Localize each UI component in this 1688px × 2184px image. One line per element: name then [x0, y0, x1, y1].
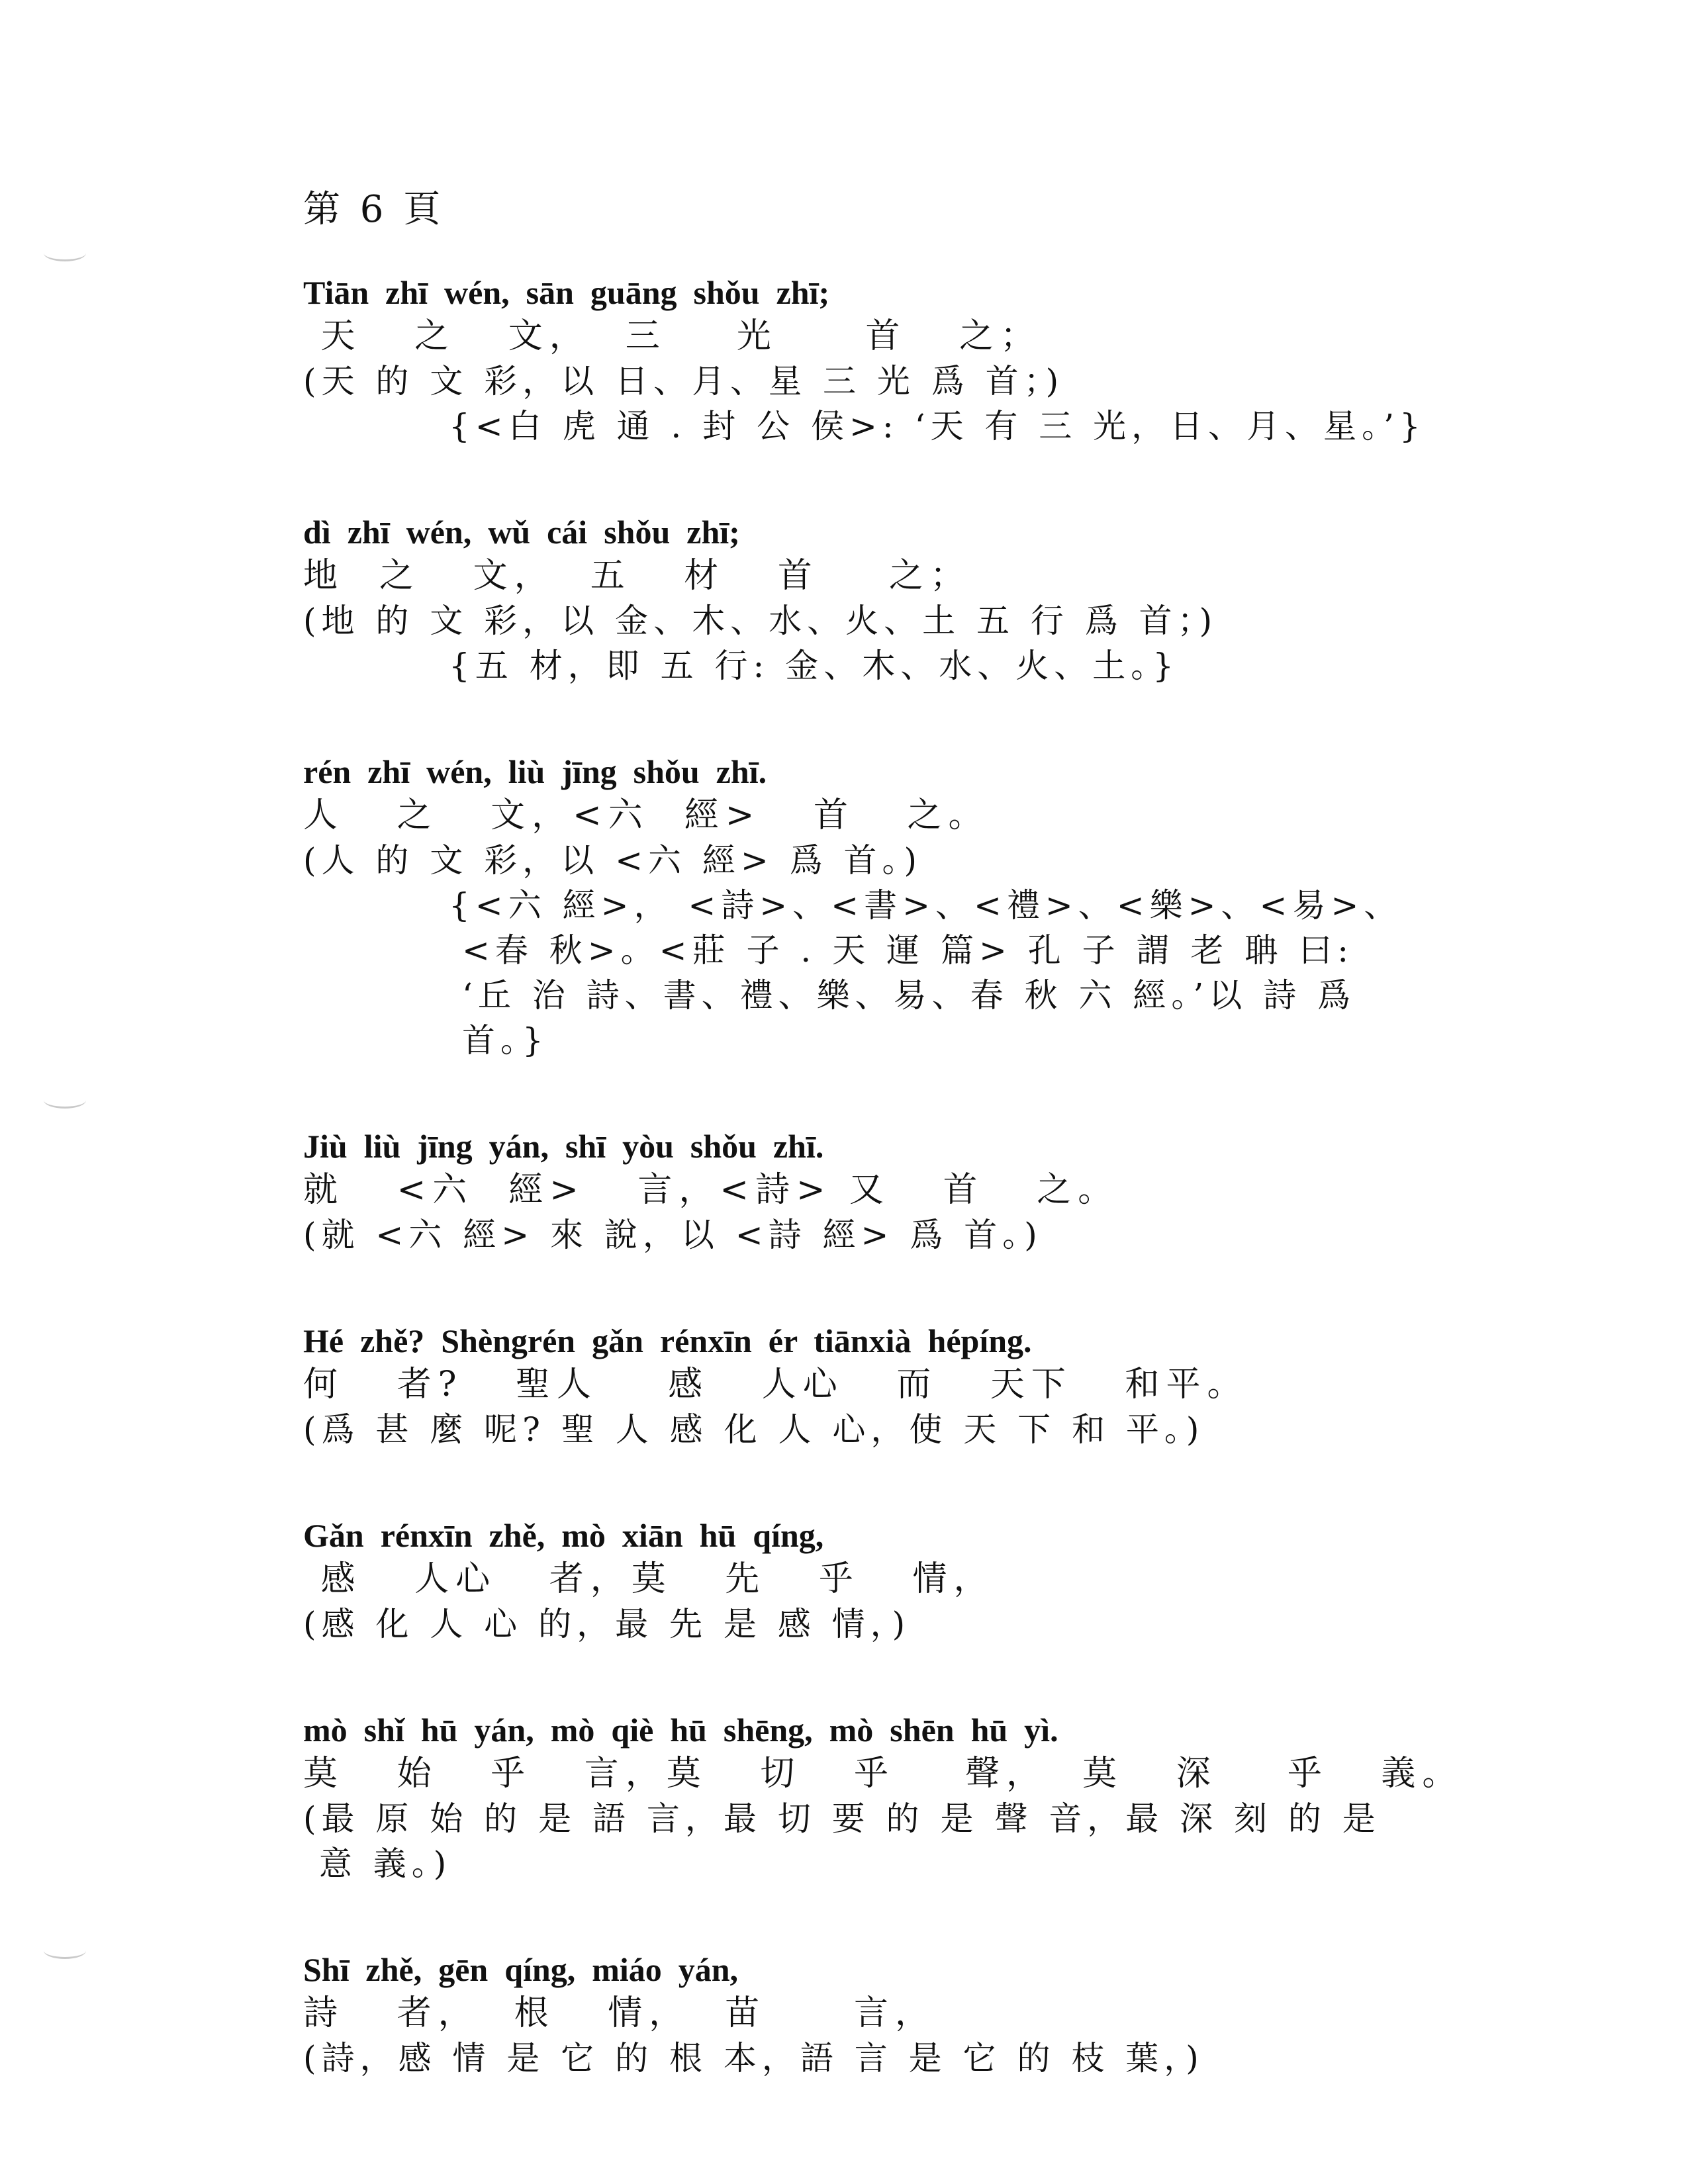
scan-margin-mark	[44, 1942, 86, 1959]
stanza	[303, 504, 1429, 688]
translation-line: (人 的 文 彩，以 <六 經> 爲 首。)	[303, 841, 923, 880]
chinese-line: 天 之 文， 三 光 首 之；	[303, 316, 1042, 356]
pinyin-line: dì zhī wén, wǔ cái shǒu zhī;	[303, 514, 740, 551]
chinese-line: 感 人心 者，莫 先 乎 情，	[303, 1559, 995, 1599]
pinyin-line: Hé zhě? Shèngrén gǎn rénxīn ér tiānxià hépíng.	[303, 1322, 1032, 1359]
translation-line: (最 原 始 的 是 語 言，最 切 要 的 是 聲 音，最 深 刻 的 是	[303, 1799, 1381, 1838]
translation-line: (爲 甚 麼 呢? 聖 人 感 化 人 心，使 天 下 和 平。)	[303, 1410, 1205, 1449]
page-number-heading: 第 6 頁	[303, 188, 445, 231]
translation-line: (天 的 文 彩，以 日、月、星 三 光 爲 首；)	[303, 362, 1064, 400]
chinese-line: 人 之 文，<六 經> 首 之。	[303, 796, 990, 835]
poem-body	[303, 265, 1464, 2136]
pinyin-line: Jiù liù jīng yán, shī yòu shǒu zhī.	[303, 1128, 824, 1165]
chinese-line: 莫 始 乎 言，莫 切 乎 聲， 莫 深 乎 義。	[303, 1754, 1464, 1794]
pinyin-line: Tiān zhī wén, sān guāng shǒu zhī;	[303, 274, 830, 311]
annotation-line: 首。}	[462, 1021, 549, 1060]
chinese-line: 就 <六 經> 言，<詩> 又 首 之。	[303, 1170, 1119, 1210]
annotation-line: {<白 虎 通 . 封 公 侯>: ‘天 有 三 光，日、月、星。’}	[449, 407, 1426, 445]
translation-line: (就 <六 經> 來 說，以 <詩 經> 爲 首。)	[303, 1216, 1043, 1254]
translation-line: (詩，感 情 是 它 的 根 本，語 言 是 它 的 枝 葉，)	[303, 2039, 1204, 2077]
pinyin-line: Gǎn rénxīn zhě, mò xiān hū qíng,	[303, 1517, 824, 1554]
stanza	[303, 1508, 1429, 1647]
stanza	[303, 1942, 1429, 2081]
stanza	[303, 1702, 1464, 1886]
pinyin-line: mò shǐ hū yán, mò qiè hū shēng, mò shēn hū yì.	[303, 1711, 1058, 1749]
stanza	[303, 265, 1429, 449]
stanza	[303, 1313, 1429, 1452]
translation-line: 意 義。)	[303, 1844, 452, 1883]
scan-margin-mark	[44, 1092, 86, 1109]
translation-line: (地 的 文 彩，以 金、木、水、火、土 五 行 爲 首；)	[303, 602, 1218, 640]
annotation-line: ‘丘 治 詩、書、禮、樂、易、春 秋 六 經。’以 詩 爲	[462, 976, 1356, 1015]
stanza	[303, 744, 1429, 1063]
stanza	[303, 1118, 1429, 1257]
chinese-line: 地 之 文， 五 材 首 之；	[303, 556, 971, 596]
pinyin-line: Shī zhě, gēn qíng, miáo yán,	[303, 1951, 739, 1988]
translation-line: (感 化 人 心 的，最 先 是 感 情，)	[303, 1605, 911, 1643]
annotation-line: <春 秋>。<莊 子 . 天 運 篇> 孔 子 謂 老 聃 曰:	[462, 931, 1354, 970]
chinese-line: 何 者? 聖人 感 人心 而 天下 和平。	[303, 1365, 1248, 1404]
annotation-line: {<六 經>， <詩>、<書>、<禮>、<樂>、<易>、	[449, 886, 1403, 925]
scan-margin-mark	[44, 245, 86, 261]
chinese-line: 詩 者， 根 情， 苗 言，	[303, 1993, 936, 2033]
annotation-line: {五 材，即 五 行: 金、木、水、火、土。}	[449, 647, 1180, 685]
pinyin-line: rén zhī wén, liù jīng shǒu zhī.	[303, 753, 767, 790]
